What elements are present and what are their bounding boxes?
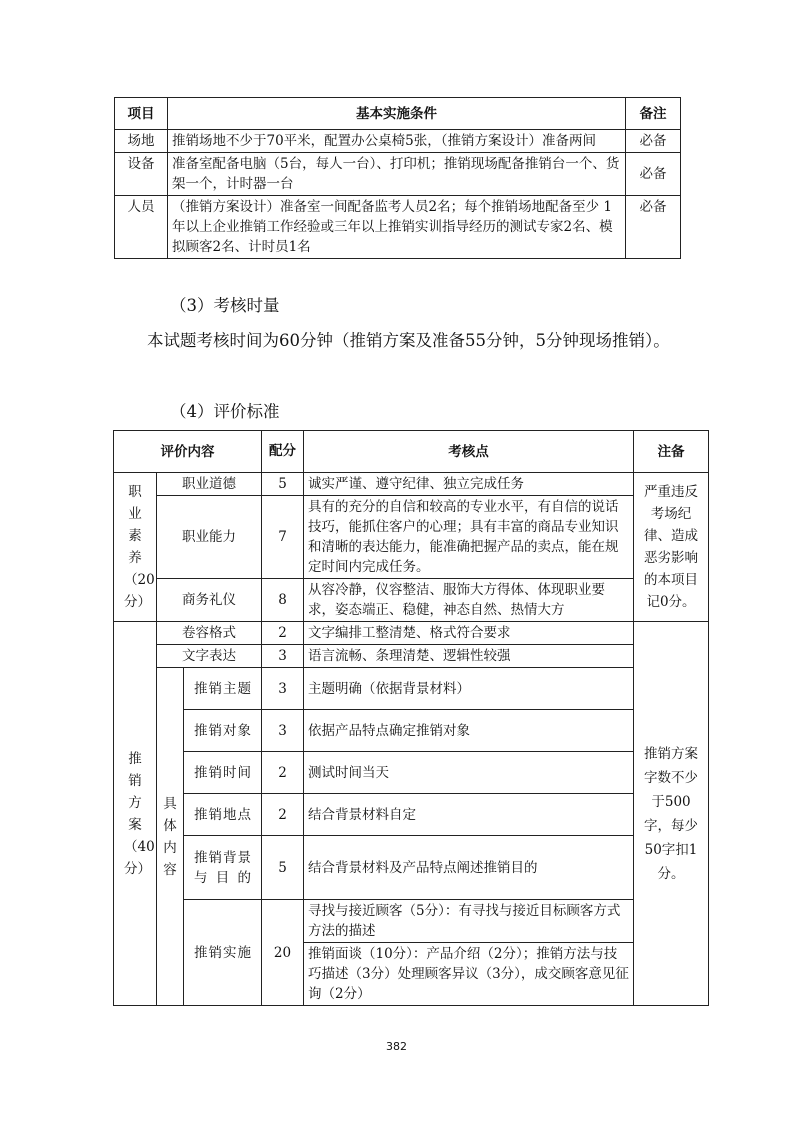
column-header: 基本实施条件 bbox=[168, 98, 626, 130]
column-header: 备注 bbox=[626, 98, 681, 130]
column-header: 考核点 bbox=[304, 431, 634, 473]
condition-cell: 准备室配备电脑（5台，每人一台）、打印机；推销现场配备推销台一个、货架一个，计时器一台 bbox=[168, 153, 626, 196]
points-cell: 语言流畅、条理清楚、逻辑性较强 bbox=[304, 645, 634, 668]
table-row bbox=[114, 752, 709, 794]
table-row bbox=[114, 668, 709, 710]
table-row bbox=[114, 579, 709, 622]
points-cell: 主题明确（依据背景材料） bbox=[304, 668, 634, 710]
score-cell: 3 bbox=[262, 710, 304, 752]
criteria-name: 推销时间 bbox=[184, 752, 262, 794]
score-cell: 3 bbox=[262, 668, 304, 710]
column-header: 项目 bbox=[115, 98, 168, 130]
table-row bbox=[114, 645, 709, 668]
note-cell: 必备 bbox=[626, 130, 681, 153]
column-header: 注备 bbox=[634, 431, 709, 473]
group-label: 职业素养（20分） bbox=[114, 473, 157, 622]
criteria-name: 商务礼仪 bbox=[157, 579, 262, 622]
score-cell: 8 bbox=[262, 579, 304, 622]
table-row bbox=[114, 473, 709, 496]
criteria-name: 文字表达 bbox=[157, 645, 262, 668]
column-header: 评价内容 bbox=[114, 431, 262, 473]
score-cell: 5 bbox=[262, 836, 304, 900]
table-header-row bbox=[115, 98, 681, 130]
score-cell: 20 bbox=[262, 900, 304, 1006]
section-heading: （4）评价标准 bbox=[170, 402, 280, 421]
criteria-name: 职业能力 bbox=[157, 496, 262, 579]
points-cell: 依据产品特点确定推销对象 bbox=[304, 710, 634, 752]
criteria-name: 推销主题 bbox=[184, 668, 262, 710]
points-cell: 寻找与接近顾客（5分）：有寻找与接近目标顾客方式方法的描述 bbox=[304, 900, 634, 943]
criteria-name: 推销背景与目的 bbox=[184, 836, 262, 900]
note-cell: 必备 bbox=[626, 196, 681, 259]
table-row bbox=[115, 130, 681, 153]
item-cell: 场地 bbox=[115, 130, 168, 153]
score-cell: 3 bbox=[262, 645, 304, 668]
conditions-table bbox=[114, 97, 681, 259]
column-header: 配分 bbox=[262, 431, 304, 473]
score-cell: 5 bbox=[262, 473, 304, 496]
table-row bbox=[114, 710, 709, 752]
points-cell: 具有的充分的自信和较高的专业水平，有自信的说话技巧，能抓住客户的心理；具有丰富的商品专业知识和清晰的表达能力，能准确把握产品的卖点，能在规定时间内完成任务。 bbox=[304, 496, 634, 579]
table-row bbox=[115, 153, 681, 196]
note-cell: 严重违反考场纪律、造成恶劣影响的本项目记0分。 bbox=[634, 473, 709, 622]
condition-cell: 推销场地不少于70平米，配置办公桌椅5张，（推销方案设计）准备两间 bbox=[168, 130, 626, 153]
points-cell: 诚实严谨、遵守纪律、独立完成任务 bbox=[304, 473, 634, 496]
points-cell: 结合背景材料及产品特点阐述推销目的 bbox=[304, 836, 634, 900]
score-cell: 2 bbox=[262, 752, 304, 794]
table-row bbox=[115, 196, 681, 259]
condition-cell: （推销方案设计）准备室一间配备监考人员2名；每个推销场地配备至少 1 年以上企业推销工作经验或三年以上推销实训指导经历的测试专家2名、模拟顾客2名、计时员1名 bbox=[168, 196, 626, 259]
points-cell: 结合背景材料自定 bbox=[304, 794, 634, 836]
section-heading: （3）考核时量 bbox=[170, 296, 280, 315]
score-cell: 2 bbox=[262, 622, 304, 645]
item-cell: 人员 bbox=[115, 196, 168, 259]
table-header-row bbox=[114, 431, 709, 473]
points-cell: 从容冷静，仪容整洁、服饰大方得体、体现职业要求，姿态端正、稳健，神态自然、热情大方 bbox=[304, 579, 634, 622]
points-cell: 推销面谈（10分）：产品介绍（2分）；推销方法与技巧描述（3分）处理顾客异议（3分），成交顾客意见征询（2分） bbox=[304, 943, 634, 1006]
group-label: 推销方案（40分） bbox=[114, 622, 157, 1006]
sub-group-label: 具体内容 bbox=[157, 668, 184, 1006]
criteria-name: 推销地点 bbox=[184, 794, 262, 836]
criteria-name: 职业道德 bbox=[157, 473, 262, 496]
page-number: 382 bbox=[386, 1040, 407, 1053]
item-cell: 设备 bbox=[115, 153, 168, 196]
criteria-name: 推销对象 bbox=[184, 710, 262, 752]
score-cell: 2 bbox=[262, 794, 304, 836]
note-cell: 推销方案字数不少于500字，每少50字扣1分。 bbox=[634, 622, 709, 1006]
note-cell: 必备 bbox=[626, 153, 681, 196]
table-row bbox=[114, 496, 709, 579]
points-cell: 测试时间当天 bbox=[304, 752, 634, 794]
table-row bbox=[114, 622, 709, 645]
points-cell: 文字编排工整清楚、格式符合要求 bbox=[304, 622, 634, 645]
criteria-name: 推销实施 bbox=[184, 900, 262, 1006]
table-row bbox=[114, 900, 709, 943]
paragraph: 本试题考核时间为60分钟（推销方案及准备55分钟，5分钟现场推销）。 bbox=[147, 331, 670, 350]
evaluation-table bbox=[113, 430, 709, 1006]
table-row bbox=[114, 794, 709, 836]
score-cell: 7 bbox=[262, 496, 304, 579]
table-row bbox=[114, 836, 709, 900]
criteria-name: 卷容格式 bbox=[157, 622, 262, 645]
